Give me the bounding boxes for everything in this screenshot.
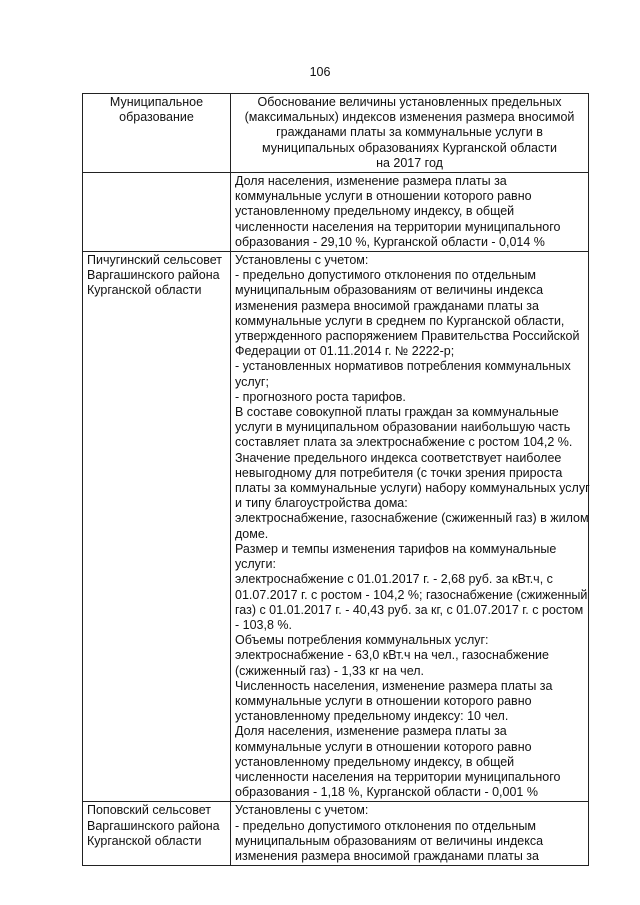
- header-line: гражданами платы за коммунальные услуги в: [276, 125, 543, 140]
- header-line: Муниципальное: [109, 95, 204, 109]
- text-line: платы за коммунальные услуги) набору коммунальных услуг: [235, 481, 590, 496]
- text-line: электроснабжение - 63,0 кВт.ч на чел., газоснабжение: [235, 648, 549, 663]
- text-line: изменения размера вносимой гражданами платы за: [235, 848, 539, 863]
- text-line: В составе совокупной платы граждан за коммунальные: [235, 405, 559, 420]
- text-line: доме.: [235, 526, 269, 541]
- text-line: и типу благоустройства дома:: [235, 496, 408, 511]
- text-line: коммунальные услуги в отношении которого равно: [235, 189, 532, 204]
- header-line: Обоснование величины установленных предельных: [257, 95, 562, 109]
- municipality-line: Варгашинского района: [87, 268, 220, 283]
- table-row-continuation: [83, 173, 589, 252]
- text-line: составляет плата за электроснабжение с ростом 104,2 %.: [235, 435, 573, 450]
- table-row-pichuginsky: [83, 252, 589, 802]
- text-line: газ) с 01.01.2017 г. - 40,43 руб. за кг, с 01.07.2017 г. с ростом: [235, 602, 584, 617]
- municipality-line: Варгашинского района: [87, 818, 220, 833]
- justification-cell: [231, 173, 589, 252]
- text-line: (сжиженный газ) - 1,33 кг на чел.: [235, 663, 425, 678]
- municipality-line: Курганской области: [87, 283, 202, 298]
- header-justification: [231, 94, 589, 173]
- municipality-line: Поповский сельсовет: [87, 803, 212, 818]
- justification-cell: [231, 252, 589, 802]
- text-line: муниципальным образованиям от величины индекса: [235, 283, 544, 298]
- text-line: - прогнозного роста тарифов.: [235, 389, 406, 404]
- text-line: 01.07.2017 г. с ростом - 104,2 %; газоснабжение (сжиженный: [235, 587, 588, 602]
- text-line: образования - 29,10 %, Курганской области - 0,014 %: [235, 234, 545, 249]
- municipality-cell: [83, 252, 231, 802]
- text-line: Установлены с учетом:: [235, 253, 369, 268]
- text-line: утвержденного распоряжением Правительства Российской: [235, 329, 580, 344]
- header-line: муниципальных образованиях Курганской области: [262, 140, 557, 155]
- municipality-cell: [83, 802, 231, 866]
- header-line: образование: [119, 110, 194, 125]
- text-line: Установлены с учетом:: [235, 803, 369, 818]
- text-line: Доля населения, изменение размера платы за: [235, 174, 507, 189]
- municipality-line: Пичугинский сельсовет: [87, 253, 223, 268]
- text-line: Численность населения, изменение размера платы за: [235, 678, 553, 693]
- municipality-line: Курганской области: [87, 833, 202, 848]
- justification-cell: [231, 802, 589, 866]
- text-line: Доля населения, изменение размера платы за: [235, 724, 507, 739]
- text-line: электроснабжение с 01.01.2017 г. - 2,68 руб. за кВт.ч, с: [235, 572, 553, 587]
- text-line: муниципальным образованиям от величины индекса: [235, 833, 544, 848]
- text-line: установленному предельному индексу, в общей: [235, 754, 515, 769]
- text-line: Объемы потребления коммунальных услуг:: [235, 633, 489, 648]
- text-line: Федерации от 01.11.2014 г. № 2222-р;: [235, 344, 455, 359]
- table-row-popovsky: [83, 802, 589, 866]
- text-line: Размер и темпы изменения тарифов на коммунальные: [235, 541, 557, 556]
- text-line: численности населения на территории муниципального: [235, 769, 561, 784]
- text-line: услуги в муниципальном образовании наибольшую часть: [235, 420, 571, 435]
- text-line: образования - 1,18 %, Курганской области - 0,001 %: [235, 785, 538, 800]
- text-line: коммунальные услуги в отношении которого равно: [235, 739, 532, 754]
- header-municipality: [83, 94, 231, 173]
- text-line: установленному предельному индексу: 10 чел.: [235, 709, 509, 724]
- table-header-row: [83, 94, 589, 173]
- text-line: - установленных нормативов потребления коммунальных: [235, 359, 571, 374]
- text-line: Значение предельного индекса соответствует наиболее: [235, 450, 562, 465]
- text-line: установленному предельному индексу, в общей: [235, 204, 515, 219]
- text-line: услуги:: [235, 557, 276, 572]
- text-line: изменения размера вносимой гражданами платы за: [235, 298, 539, 313]
- text-line: электроснабжение, газоснабжение (сжиженный газ) в жилом: [235, 511, 589, 526]
- header-line: (максимальных) индексов изменения размера вносимой: [244, 110, 575, 125]
- justification-table: [82, 93, 589, 866]
- text-line: коммунальные услуги в отношении которого равно: [235, 693, 532, 708]
- text-line: - 103,8 %.: [235, 617, 292, 632]
- text-line: - предельно допустимого отклонения по отдельным: [235, 268, 537, 283]
- header-line: на 2017 год: [376, 155, 443, 170]
- text-line: услуг;: [235, 374, 269, 389]
- text-line: численности населения на территории муниципального: [235, 219, 561, 234]
- text-line: - предельно допустимого отклонения по отдельным: [235, 818, 537, 833]
- text-line: коммунальные услуги в среднем по Курганской области,: [235, 313, 565, 328]
- text-line: невыгодному для потребителя (с точки зрения прироста: [235, 465, 563, 480]
- municipality-cell: [83, 173, 231, 252]
- page-number: 106: [309, 65, 331, 79]
